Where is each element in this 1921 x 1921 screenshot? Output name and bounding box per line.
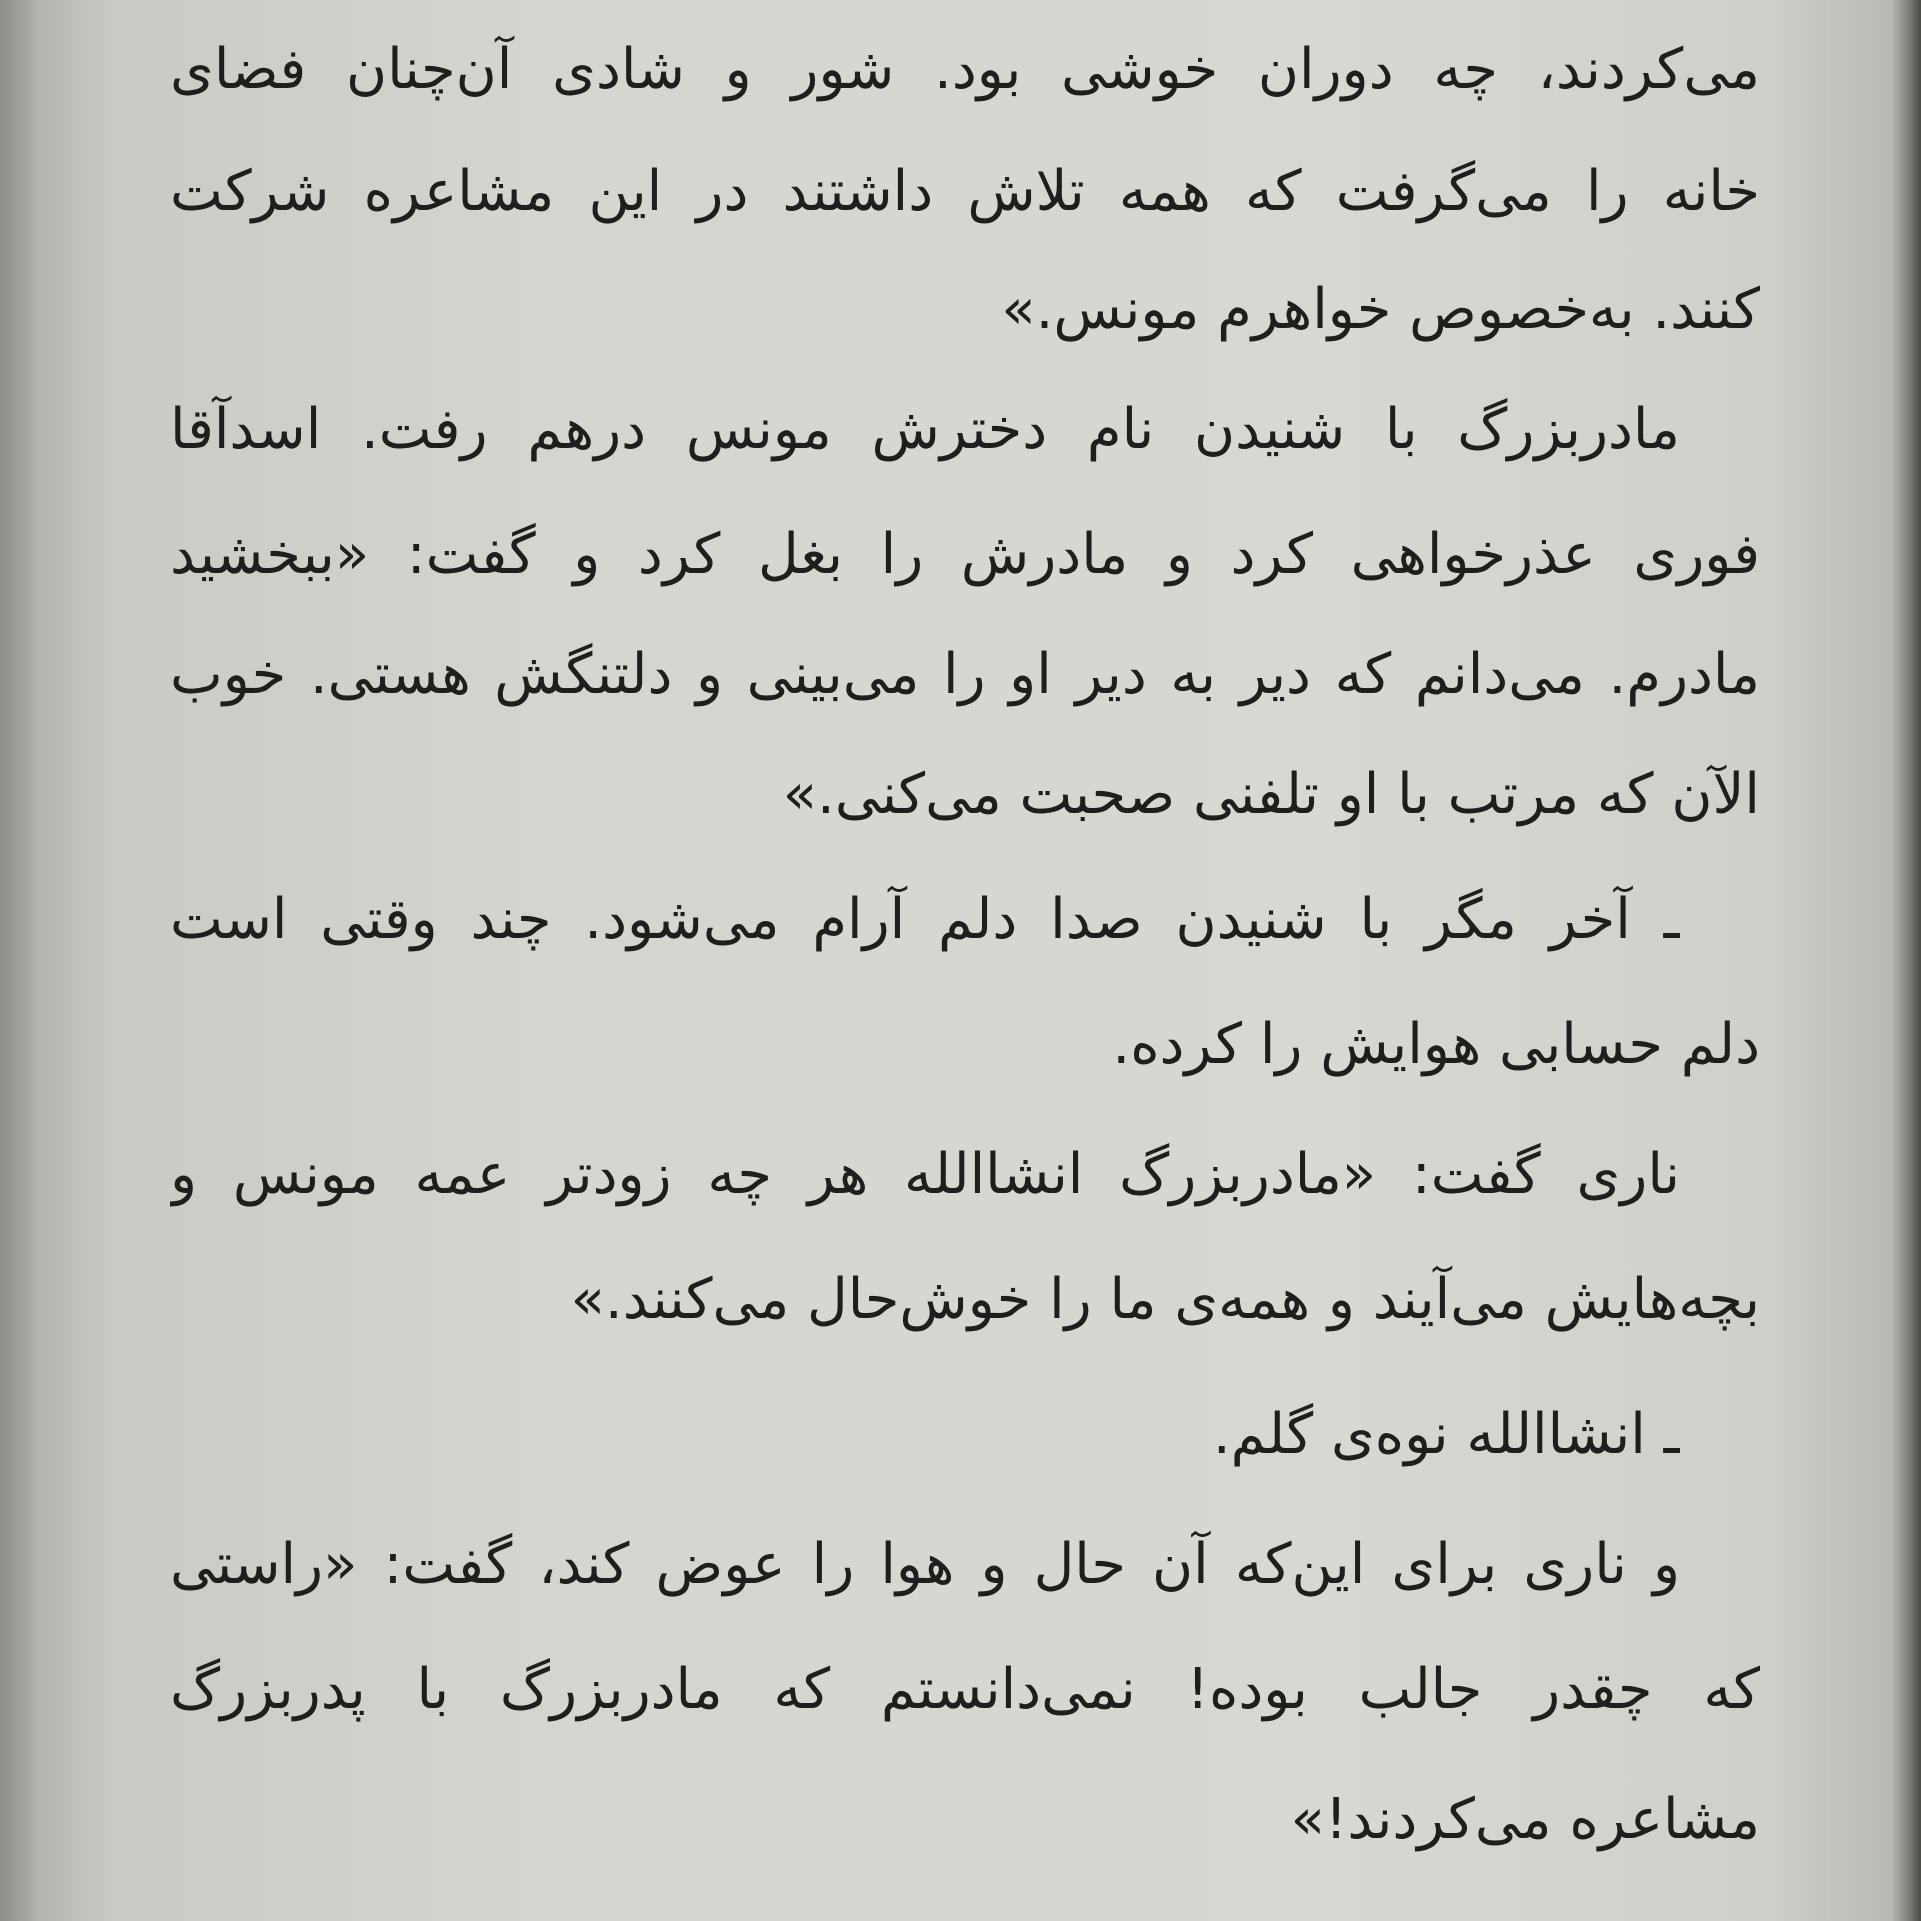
text-line-3: کنند. به‌خصوص خواهرم مونس.» bbox=[1001, 277, 1760, 342]
text-line-9: دلم حسابی هوایش را کرده. bbox=[1112, 1012, 1760, 1077]
text-line-2: خانه را می‌گرفت که همه تلاش داشتند در این مشاعره شرکت bbox=[170, 159, 1760, 224]
text-line-13: و ناری برای این‌که آن حال و هوا را عوض کند، گفت: «راستی bbox=[170, 1532, 1680, 1597]
text-line-15: مشاعره می‌کردند!» bbox=[1290, 1787, 1760, 1852]
text-line-1: می‌کردند، چه دوران خوشی بود. شور و شادی آن‌چنان فضای bbox=[170, 37, 1760, 102]
text-line-14: که چقدر جالب بوده! نمی‌دانستم که مادربزرگ با پدربزرگ bbox=[170, 1657, 1760, 1722]
text-line-10: ناری گفت: «مادربزرگ انشاالله هر چه زودتر عمه مونس و bbox=[170, 1142, 1680, 1207]
text-line-11: بچه‌هایش می‌آیند و همه‌ی ما را خوش‌حال می‌کنند.» bbox=[570, 1267, 1760, 1332]
page-edge-shadow bbox=[1891, 0, 1921, 1921]
text-line-6: مادرم. می‌دانم که دیر به دیر او را می‌بینی و دلتنگش هستی. خوب bbox=[170, 642, 1760, 707]
text-line-12: ـ انشاالله نوه‌ی گلم. bbox=[1212, 1402, 1680, 1467]
page-shadow bbox=[0, 0, 40, 1921]
text-line-4: مادربزرگ با شنیدن نام دخترش مونس درهم رفت. اسدآقا bbox=[170, 397, 1680, 462]
text-line-7: الآن که مرتب با او تلفنی صحبت می‌کنی.» bbox=[782, 762, 1760, 827]
text-line-8: ـ آخر مگر با شنیدن صدا دلم آرام می‌شود. چند وقتی است bbox=[170, 887, 1680, 952]
text-line-5: فوری عذرخواهی کرد و مادرش را بغل کرد و گفت: «ببخشید bbox=[170, 522, 1760, 587]
page-text bbox=[170, 0, 1760, 1921]
